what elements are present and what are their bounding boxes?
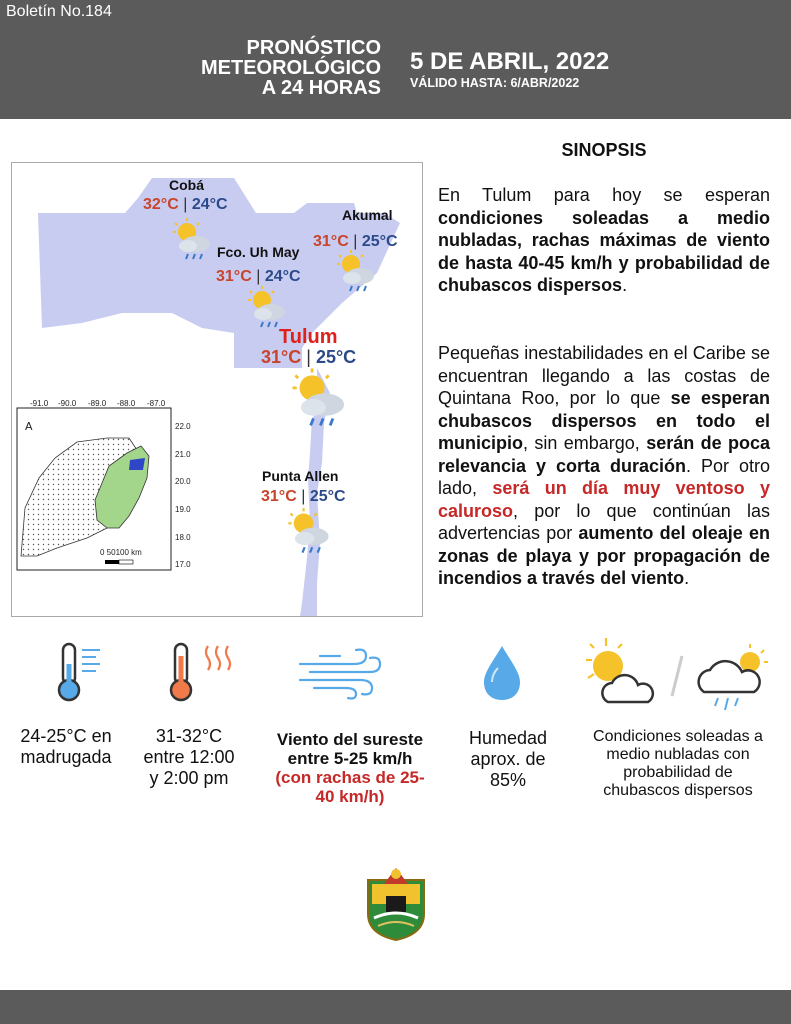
- sinopsis-text-run: . Por otro lado,: [438, 455, 771, 498]
- tulum-municipality-map: [12, 163, 422, 616]
- bulletin-number: Boletín No.184: [6, 3, 112, 20]
- min-temp-caption: 24-25°C en madrugada: [20, 726, 112, 767]
- inset-scale-label: 0 50100 km: [100, 548, 142, 557]
- sinopsis-text-run: .: [684, 568, 690, 588]
- footer-bar: [0, 990, 791, 1024]
- sinopsis-text-run: Pequeñas inestabilidades en el Caribe se encuentran llegando a las costas de Quintana Roo, por lo que: [438, 343, 770, 408]
- location-temps: 32°C | 24°C: [143, 196, 228, 213]
- inset-lon-tick: -87.0: [147, 399, 166, 408]
- sun-cloud-rain-icon: [578, 632, 774, 714]
- inset-lat-tick: 18.0: [175, 533, 191, 542]
- location-name: Cobá: [169, 177, 204, 193]
- inset-lat-tick: 19.0: [175, 505, 191, 514]
- sun-cloud-rain-icon: [170, 217, 214, 263]
- forecast-map: [11, 162, 423, 617]
- hot-thermometer-icon: [168, 640, 238, 704]
- north-arrow: A: [25, 420, 33, 433]
- inset-lat-tick: 17.0: [175, 560, 191, 569]
- sinopsis-text-run: condiciones soleadas a medio nubladas, rachas máximas de viento de hasta 40-45 km/h y probabilidad de chubascos dispersos: [438, 207, 770, 295]
- inset-lon-tick: -88.0: [117, 399, 136, 408]
- max-temp-caption: 31-32°C entre 12:00 y 2:00 pm: [143, 726, 235, 788]
- title-line-1: PRONÓSTICO: [246, 37, 381, 59]
- sun-cloud-rain-icon: [245, 285, 289, 331]
- sun-cloud-rain-icon: [285, 507, 333, 557]
- location-temps: 31°C | 25°C: [261, 488, 346, 505]
- sinopsis-paragraph-2: [438, 342, 770, 590]
- sinopsis-title: SINOPSIS: [561, 140, 647, 160]
- location-name-tulum: Tulum: [279, 326, 338, 348]
- valid-until: VÁLIDO HASTA: 6/ABR/2022: [410, 76, 580, 90]
- sinopsis-text-run: .: [622, 275, 628, 295]
- sinopsis-text-run: , sin embargo,: [523, 433, 647, 453]
- inset-lat-tick: 22.0: [175, 422, 191, 431]
- forecast-date: 5 DE ABRIL, 2022: [410, 48, 610, 75]
- sinopsis-text-run: , por lo que continúan las advertencias por: [438, 500, 770, 543]
- sinopsis-paragraph-1: [438, 184, 770, 297]
- conditions-caption: Condiciones soleadas a medio nubladas con probabilidad de chubascos dispersos: [593, 728, 763, 799]
- location-temps: 31°C | 25°C: [313, 233, 398, 250]
- wind-icon: [296, 646, 384, 702]
- municipal-coat-of-arms-icon: [362, 862, 430, 942]
- location-name: Fco. Uh May: [217, 244, 300, 260]
- inset-lat-tick: 20.0: [175, 477, 191, 486]
- forecast-title: [201, 38, 381, 98]
- location-temps: 31°C | 25°C: [261, 347, 357, 367]
- sun-cloud-rain-icon: [287, 367, 351, 431]
- sinopsis-text-run: En Tulum para hoy se esperan: [438, 185, 770, 205]
- sun-cloud-rain-icon: [334, 249, 378, 295]
- location-name: Punta Allen: [262, 468, 339, 484]
- title-line-3: A 24 HORAS: [261, 77, 381, 99]
- humidity-caption: Humedad aprox. de 85%: [468, 728, 548, 790]
- location-name: Akumal: [342, 207, 393, 223]
- sinopsis-text-run: serán de poca relevancia y corta duración: [438, 433, 770, 476]
- title-line-2: METEOROLÓGICO: [201, 57, 381, 79]
- water-drop-icon: [480, 642, 524, 702]
- inset-lon-tick: -91.0: [30, 399, 49, 408]
- sinopsis-text-run: se esperan chubascos dispersos en todo el municipio: [438, 388, 771, 453]
- sinopsis-text-run: será un día muy ventoso y caluroso: [438, 478, 770, 521]
- inset-lat-tick: 21.0: [175, 450, 191, 459]
- yucatan-inset-map: [17, 408, 171, 570]
- inset-lon-tick: -89.0: [88, 399, 107, 408]
- cold-thermometer-icon: [50, 640, 106, 704]
- header-bar: [0, 0, 791, 119]
- wind-caption: Viento del sureste entre 5-25 km/h (con rachas de 25- 40 km/h): [275, 730, 425, 806]
- sinopsis-text-run: aumento del oleaje en zonas de playa y por propagación de incendios a través del viento: [438, 523, 770, 588]
- inset-lon-tick: -90.0: [58, 399, 77, 408]
- location-temps: 31°C | 24°C: [216, 268, 301, 285]
